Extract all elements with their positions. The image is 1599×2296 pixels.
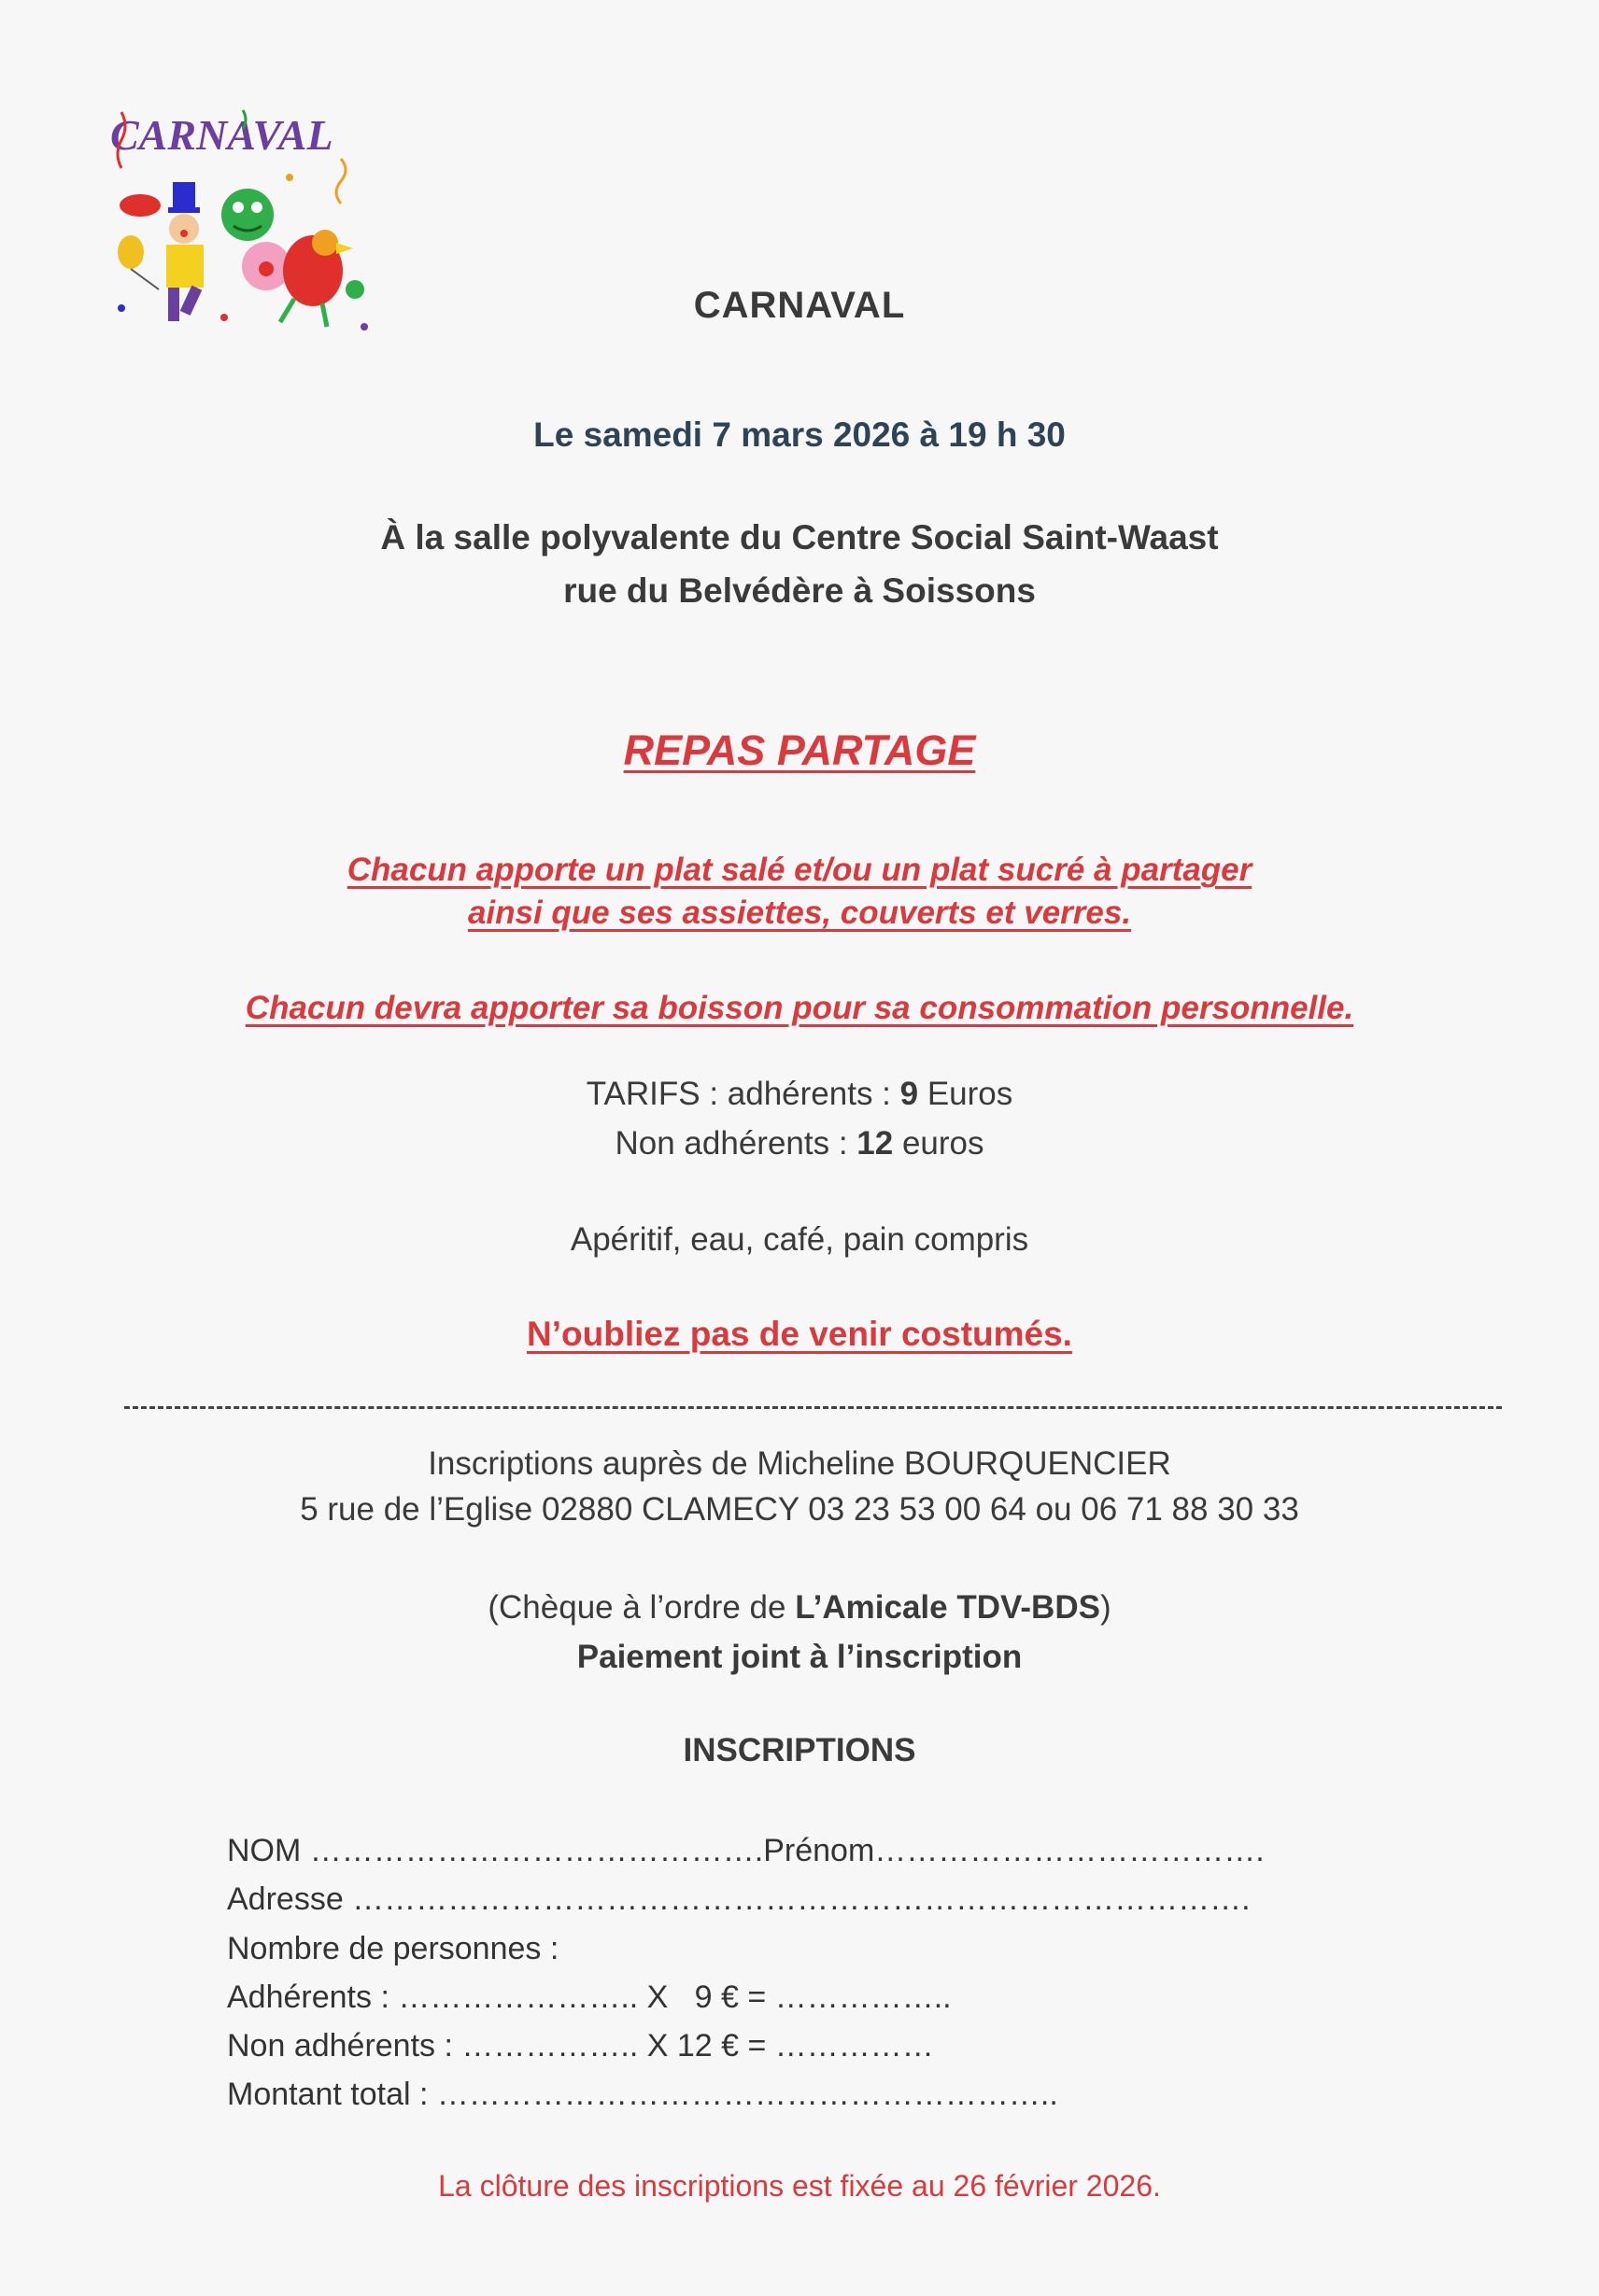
- price-non-members: [0, 1125, 1599, 1162]
- price-non-members-unit: euros: [893, 1125, 984, 1162]
- meal-instruction-2-text: ainsi que ses assiettes, couverts et verres.: [467, 894, 1132, 931]
- drink-note: [0, 990, 1599, 1027]
- form-address-row[interactable]: Adresse ………………………………………………………………………….: [227, 1881, 1251, 1917]
- cheque-payee: L’Amicale TDV-BDS: [795, 1589, 1100, 1626]
- drink-note-text: Chacun devra apporter sa boisson pour sa consommation personnelle.: [245, 990, 1354, 1026]
- form-heading: INSCRIPTIONS: [683, 1732, 916, 1768]
- venue-line-1: À la salle polyvalente du Centre Social Saint-Waast: [380, 518, 1219, 556]
- meal-instruction-2: [0, 894, 1599, 932]
- price-members: [0, 1076, 1599, 1113]
- event-date: Le samedi 7 mars 2026 à 19 h 30: [533, 416, 1066, 454]
- venue-line-2: rue du Belvédère à Soissons: [563, 571, 1036, 610]
- meal-instruction-1: [0, 852, 1599, 889]
- price-non-members-value: 12: [856, 1125, 894, 1162]
- costume-reminder-text: N’oubliez pas de venir costumés.: [527, 1315, 1072, 1353]
- meal-heading-text: REPAS PARTAGE: [623, 726, 976, 774]
- page-title: CARNAVAL: [693, 285, 906, 326]
- costume-reminder: [0, 1315, 1599, 1354]
- cheque-suffix: ): [1099, 1589, 1111, 1626]
- cut-line-divider: [124, 1406, 1502, 1409]
- meal-heading: [0, 726, 1599, 775]
- form-total-row[interactable]: Montant total : …………………………………………………..: [227, 2077, 1058, 2112]
- price-members-unit: Euros: [918, 1076, 1013, 1112]
- registration-address: 5 rue de l’Eglise 02880 CLAMECY 03 23 53 00 64 ou 06 71 88 30 33: [300, 1491, 1299, 1528]
- logo-text: CARNAVAL: [110, 111, 333, 159]
- price-members-label: TARIFS : adhérents :: [586, 1076, 900, 1112]
- included-items: Apéritif, eau, café, pain compris: [570, 1221, 1029, 1258]
- form-persons-row: Nombre de personnes :: [227, 1931, 559, 1966]
- price-members-value: 9: [899, 1076, 919, 1112]
- form-non-members-row[interactable]: Non adhérents : …………….. X 12 € = ……………: [227, 2028, 934, 2064]
- form-name-row[interactable]: NOM …………………………………….Prénom……………………………….: [227, 1833, 1265, 1868]
- payment-note: Paiement joint à l’inscription: [576, 1639, 1023, 1675]
- price-non-members-label: Non adhérents :: [615, 1125, 857, 1162]
- registration-contact: Inscriptions auprès de Micheline BOURQUENCIER: [428, 1445, 1171, 1482]
- form-members-row[interactable]: Adhérents : ………………….. X 9 € = ……………..: [227, 1979, 952, 2015]
- cheque-prefix: (Chèque à l’ordre de: [488, 1589, 796, 1626]
- meal-instruction-1-text: Chacun apporte un plat salé et/ou un plat sucré à partager: [347, 852, 1252, 888]
- cheque-info: [0, 1589, 1599, 1627]
- registration-deadline: La clôture des inscriptions est fixée au 26 février 2026.: [438, 2169, 1161, 2203]
